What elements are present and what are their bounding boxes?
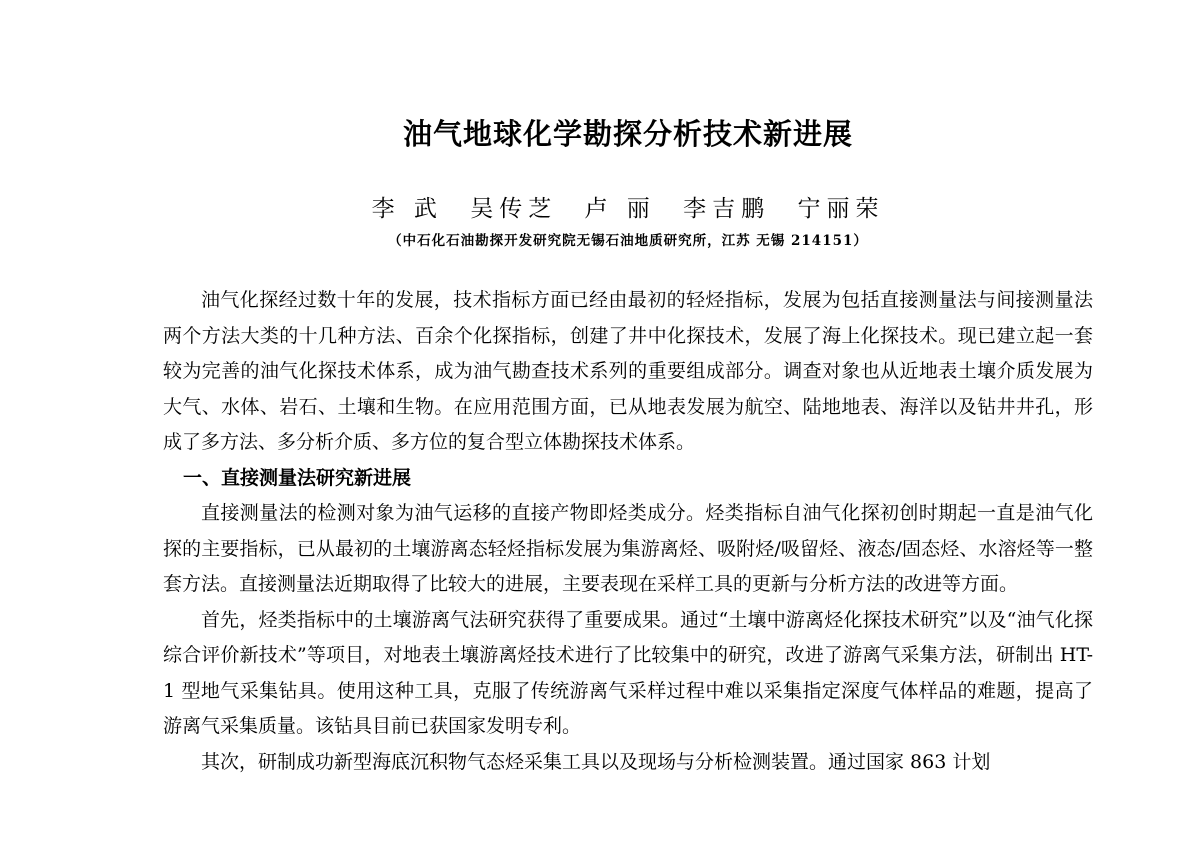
paper-body	[163, 283, 1093, 780]
author-list	[0, 190, 1200, 223]
section-heading: 一、直接测量法研究新进展	[183, 466, 412, 489]
author-name: 卢 丽	[584, 196, 656, 222]
author-affiliation: （中石化石油勘探开发研究院无锡石油地质研究所，江苏 无锡 214151）	[388, 233, 868, 249]
intro-paragraph: 油气化探经过数十年的发展，技术指标方面已经由最初的轻烃指标，发展为包括直接测量法与间接测量法两个方法大类的十几种方法、百余个化探指标，创建了井中化探技术，发展了海上化探技术。现已建立起一套较为完善的油气化探技术体系，成为油气勘查技术系列的重要组成部分。调查对象也从近地表土壤介质发展为大气、水体、岩石、土壤和生物。在应用范围方面，已从地表发展为航空、陆地地表、海洋以及钻井井孔，形成了多方法、多分析介质、多方位的复合型立体勘探技术体系。	[163, 289, 1093, 453]
author-name: 李 武	[371, 196, 443, 222]
body-paragraph: 首先，烃类指标中的土壤游离气法研究获得了重要成果。通过“土壤中游离烃化探技术研究”以及“油气化探综合评价新技术”等项目，对地表土壤游离烃技术进行了比较集中的研究，改进了游离气采集方法，研制出 HT-1 型地气采集钻具。使用这种工具，克服了传统游离气采样过程中难以采集指定深度气体样品的难题，提高了游离气采集质量。该钻具目前已获国家发明专利。	[163, 608, 1093, 737]
author-name: 吴传芝	[470, 196, 558, 222]
body-paragraph: 直接测量法的检测对象为油气运移的直接产物即烃类成分。烃类指标自油气化探初创时期起一直是油气化探的主要指标，已从最初的土壤游离态轻烃指标发展为集游离烃、吸附烃/吸留烃、液态/固态烃、水溶烃等一整套方法。直接测量法近期取得了比较大的进展，主要表现在采样工具的更新与分析方法的改进等方面。	[163, 502, 1093, 595]
author-name: 宁丽荣	[797, 196, 885, 222]
paper-title: 油气地球化学勘探分析技术新进展	[402, 117, 853, 151]
author-name: 李吉鹏	[683, 196, 771, 222]
body-paragraph: 其次，研制成功新型海底沉积物气态烃采集工具以及现场与分析检测装置。通过国家 863 计划	[201, 750, 991, 773]
